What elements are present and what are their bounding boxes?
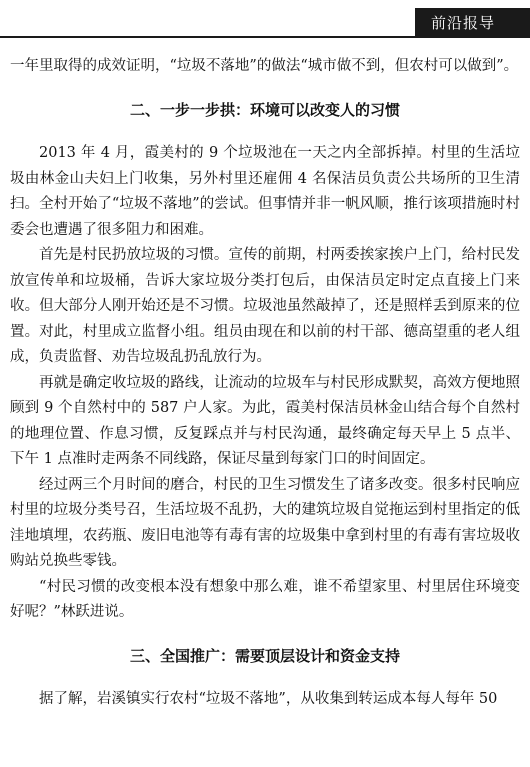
header-section-label: 前沿报导	[431, 13, 496, 32]
article-body	[10, 54, 520, 713]
header-rule	[0, 36, 530, 38]
paragraph-continued: 一年里取得的成效证明，“垃圾不落地”的做法“城市做不到，但农村可以做到”。	[10, 58, 519, 74]
section-heading-2: 二、一步一步拱：环境可以改变人的习惯	[129, 100, 400, 119]
paragraph-quote: “村民习惯的改变根本没有想象中那么难，谁不希望家里、村里居住环境变好呢？”林跃进说。	[10, 578, 520, 620]
paragraph: 再就是确定收垃圾的路线，让流动的垃圾车与村民形成默契，高效方便地照顾到 9 个自然村中的 587 户人家。为此，霞美村保洁员林金山结合每个自然村的地理位置、作息习惯，反复踩点并与村民沟通，最终确定每天早上 5 点半、下午 1 点准时走两条不同线路，保证尽量到每家门口的时间固定。	[10, 374, 520, 467]
paragraph: 经过两三个月时间的磨合，村民的卫生习惯发生了诸多改变。很多村民响应村里的垃圾分类号召，生活垃圾不乱扔，大的建筑垃圾自觉拖运到村里指定的低洼地填埋，农药瓶、废旧电池等有毒有害的垃圾集中拿到村里的有毒有害垃圾收购站兑换些零钱。	[10, 476, 520, 569]
paragraph: 首先是村民扔放垃圾的习惯。宣传的前期，村两委挨家挨户上门，给村民发放宣传单和垃圾桶，告诉大家垃圾分类打包后，由保洁员定时定点直接上门来收。但大部分人刚开始还是不习惯。垃圾池虽然敲掉了，还是照样丢到原来的位置。对此，村里成立监督小组。组员由现在和以前的村干部、德高望重的老人组成，负责监督、劝告垃圾乱扔乱放行为。	[10, 247, 520, 365]
paragraph: 据了解，岩溪镇实行农村“垃圾不落地”，从收集到转运成本每人每年 50	[39, 691, 498, 707]
header-section-tab	[415, 8, 530, 36]
paragraph: 2013 年 4 月，霞美村的 9 个垃圾池在一天之内全部拆掉。村里的生活垃圾由林金山夫妇上门收集，另外村里还雇佣 4 名保洁员负责公共场所的卫生清扫。全村开始了“垃圾不落地”的尝试。但事情并非一帆风顺，推行该项措施时村委会也遭遇了很多阻力和困难。	[10, 145, 520, 238]
section-heading-3: 三、全国推广：需要顶层设计和资金支持	[129, 646, 400, 665]
